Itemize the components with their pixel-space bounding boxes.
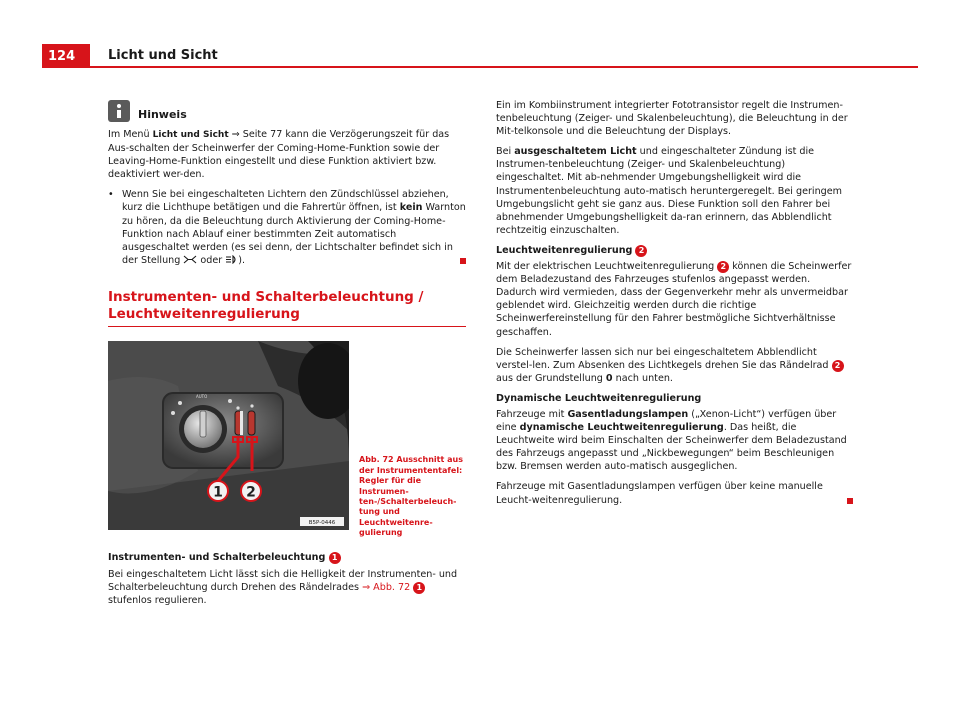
figure-label-1: 1 bbox=[213, 484, 223, 501]
section-rule bbox=[108, 326, 466, 328]
bullet-mark: • bbox=[108, 189, 114, 201]
figure-link[interactable]: ⇒ Abb. 72 bbox=[362, 581, 411, 593]
right-column bbox=[496, 99, 853, 514]
number-badge: 2 bbox=[832, 360, 844, 372]
figure-block bbox=[108, 341, 466, 538]
headlight-icon bbox=[225, 255, 238, 264]
dashboard-illustration bbox=[108, 341, 349, 530]
section-end-icon bbox=[847, 498, 853, 504]
figure-code: B5P-0446 bbox=[308, 520, 336, 527]
note-header bbox=[108, 100, 466, 122]
paragraph-phototransistor: Ein im Kombiinstrument integrierter Fototransistor regelt die Instrumen-tenbeleuchtung (Zeiger- und Skalenbeleuchtung), die Beleuchtung in der Mit-telkonsole und die Beleuchtung der Displays. bbox=[496, 100, 848, 138]
note-paragraph: Im Menü Licht und Sicht ⇒ Seite 77 kann die Verzögerungszeit für das Aus-schalten der Scheinwerfer der Coming-Home-Funktion sowie der Leaving-Home-Funktion eingestellt und diese Funktion aktiviert bzw. deaktiviert wer-den. bbox=[108, 129, 450, 181]
heading-dynamic: Dynamische Leuchtweitenregulierung bbox=[496, 392, 702, 404]
chapter-title: Licht und Sicht bbox=[108, 48, 218, 63]
page-number: 124 bbox=[42, 44, 90, 68]
section-end-icon bbox=[460, 258, 466, 264]
number-badge: 2 bbox=[717, 261, 729, 273]
paragraph-xenon: Fahrzeuge mit Gasentladungslampen verfügen über keine manuelle Leucht-weitenregulierung. bbox=[496, 480, 853, 506]
note-bullet: • Wenn Sie bei eingeschalteten Lichtern den Zündschlüssel abziehen, kurz die Lichthupe betätigen und die Fahrertür öffnen, ist kein Warnton zu hören, da die Beleuchtung durch Aktivierung der Coming-Home-Funktion nach Ablauf einer bestimmten Zeit automatisch ausgeschaltet werden (es sei denn, der Lichtschalter befindet sich in der Stellung oder ). bbox=[108, 189, 466, 266]
note-title: Hinweis bbox=[138, 107, 187, 121]
paragraph-dynamic: Fahrzeuge mit Gasentladungslampen („Xenon-Licht“) verfügen über eine dynamische Leuchtweitenregulierung. Das heißt, die Leuchtweite wird beim Einschalten der Scheinwerfer dem Beladezustand des Fahrzeugs angepasst und „Nickbewegungen“ beim Beschleunigen bzw. Bremsen werden auto-matisch ausgeglichen. bbox=[496, 408, 847, 473]
paragraph-adjust: Die Scheinwerfer lassen sich nur bei eingeschaltetem Abblendlicht verstel-len. Zum Absenken des Lichtkegels drehen Sie das Rändelrad 2 aus der Grundstellung 0 nach unten. bbox=[496, 346, 853, 385]
figure-caption: Abb. 72 Ausschnitt aus der Instrumententafel: Regler für die Instrumen-ten-/Schalterbeleuch-tung und Leuchtweitenre-gulierung bbox=[359, 455, 463, 538]
number-badge: 1 bbox=[413, 582, 425, 594]
header-rule bbox=[42, 66, 918, 68]
number-badge: 2 bbox=[635, 245, 647, 257]
section-title: Instrumenten- und Schalterbeleuchtung / Leuchtweitenregulierung bbox=[108, 288, 424, 322]
heading-leuchtweite: Leuchtweitenregulierung 2 bbox=[496, 244, 853, 257]
auto-label: AUTO bbox=[196, 394, 208, 400]
number-badge: 1 bbox=[329, 552, 341, 564]
paragraph-leuchtweite: Mit der elektrischen Leuchtweitenregulierung 2 können die Scheinwerfer dem Beladezustand des Fahrzeuges stufenlos angepasst werden. Dadurch wird vermieden, dass der Gegenverkehr mehr als unvermeidbar geblendet wird. Gleichzeitig werden durch die richtige Scheinwerfereinstellung für den Fahrer bestmögliche Sichtverhältnisse geschaffen. bbox=[496, 261, 852, 338]
dashboard-figure bbox=[108, 341, 349, 530]
subsection-heading: Instrumenten- und Schalterbeleuchtung 1 bbox=[108, 551, 466, 564]
illumination-paragraph: Bei eingeschaltetem Licht lässt sich die Helligkeit der Instrumenten- und Schalterbeleuchtung durch Drehen des Rändelrades ⇒ Abb. 72 1 stufenlos regulieren. bbox=[108, 568, 458, 606]
left-column bbox=[108, 100, 466, 614]
fog-light-icon bbox=[183, 255, 197, 264]
paragraph-light-off: Bei ausgeschaltetem Licht und eingeschalteter Zündung ist die Instrumen-tenbeleuchtung (Zeiger- und Skalenbeleuchtung) eingeschaltet. Mit ab-nehmender Umgebungshelligkeit wird die Instrumentenbeleuchtung auto-matisch heruntergeregelt. Bei geringem Umgebungslicht geht sie ganz aus. Diese Funktion soll den Fahrer bei abnehmender Umgebungshelligkeit da-ran erinnern, das Abblendlicht rechtzeitig einzuschalten. bbox=[496, 146, 843, 236]
info-icon bbox=[108, 100, 130, 122]
figure-label-2: 2 bbox=[246, 484, 256, 501]
